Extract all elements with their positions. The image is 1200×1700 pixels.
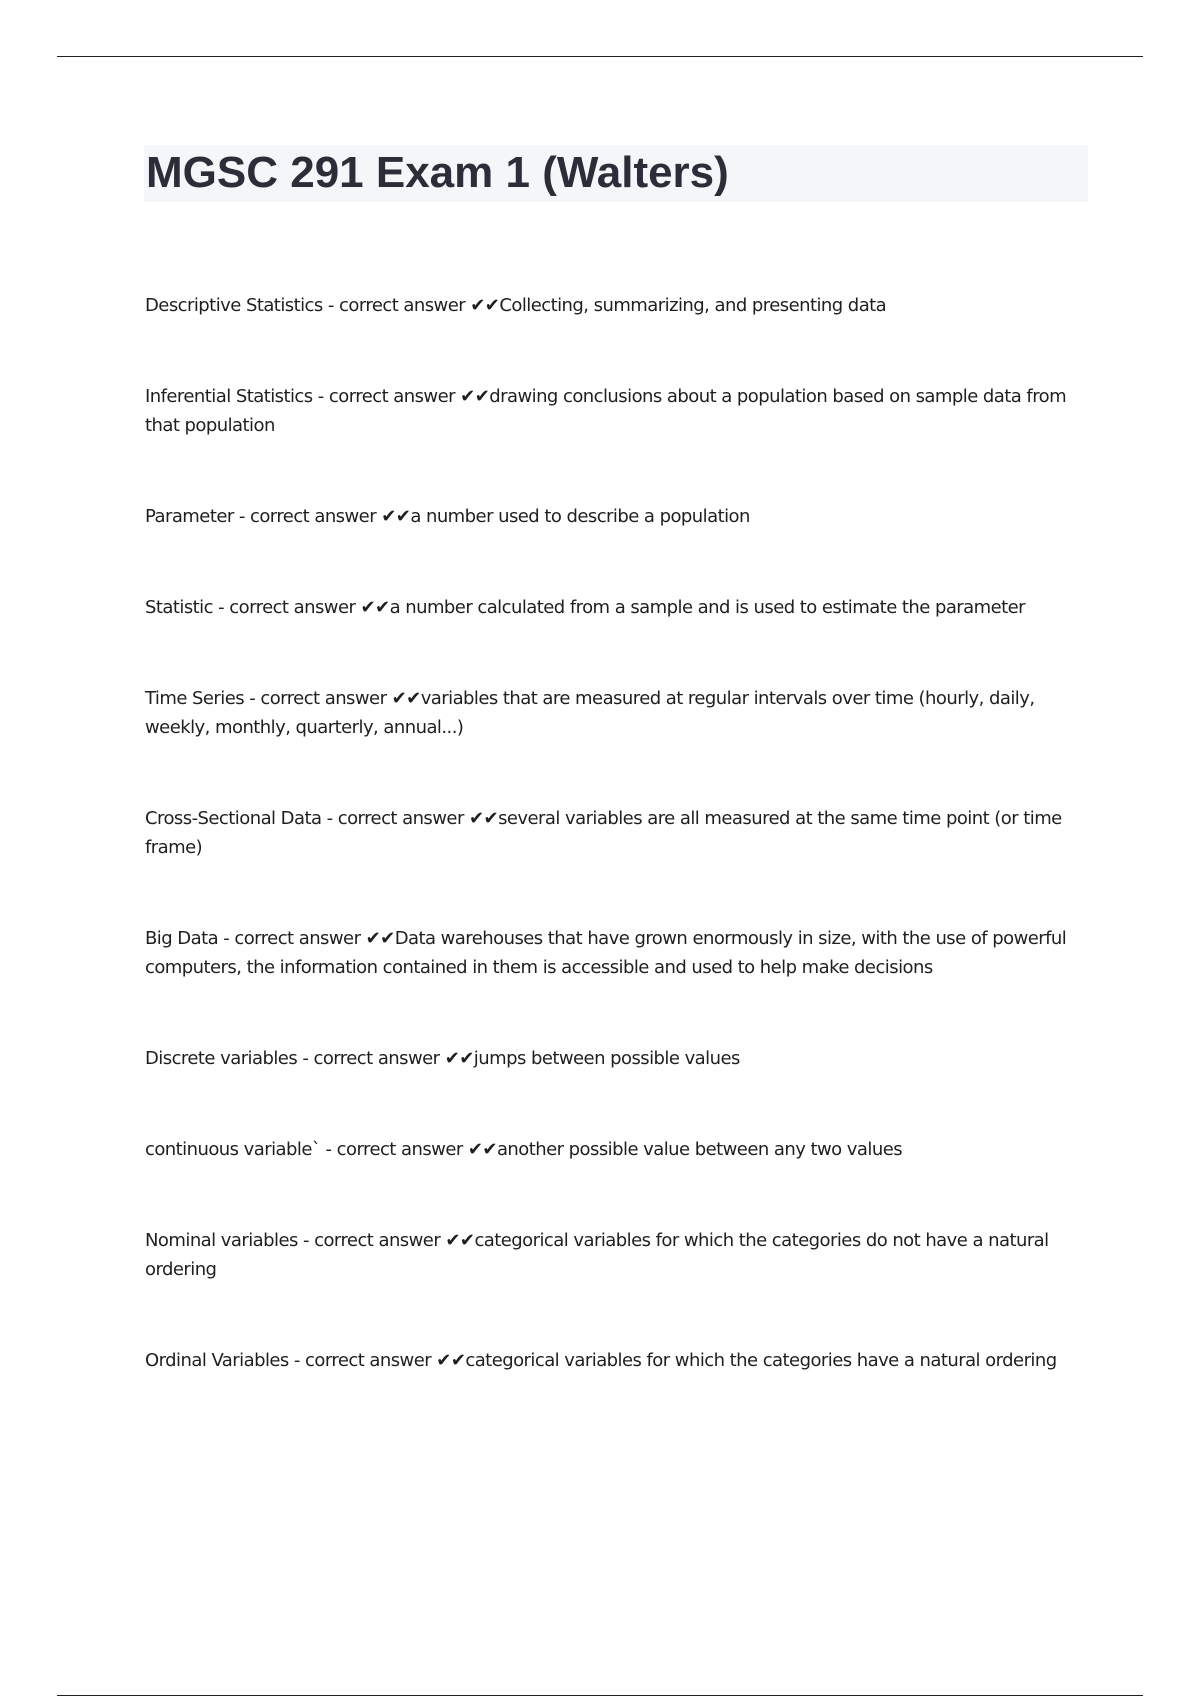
list-item bbox=[145, 1044, 1089, 1073]
list-item bbox=[145, 291, 1089, 320]
entry-answer-label: correct answer bbox=[234, 928, 361, 949]
double-check-icon: ✔✔ bbox=[386, 688, 421, 709]
bottom-rule bbox=[57, 1695, 1143, 1696]
entry-answer-label: correct answer bbox=[339, 295, 466, 316]
entry-answer-label: correct answer bbox=[328, 386, 455, 407]
list-item bbox=[145, 684, 1089, 742]
double-check-icon: ✔✔ bbox=[439, 1048, 474, 1069]
double-check-icon: ✔✔ bbox=[440, 1230, 475, 1251]
entry-definition: Collecting, summarizing, and presenting data bbox=[499, 295, 887, 316]
entry-term: Descriptive Statistics bbox=[145, 295, 323, 316]
top-rule bbox=[57, 56, 1143, 57]
entry-term: Inferential Statistics bbox=[145, 386, 313, 407]
double-check-icon: ✔✔ bbox=[465, 295, 500, 316]
list-item bbox=[145, 1226, 1089, 1284]
list-item bbox=[145, 1135, 1089, 1164]
entry-definition: a number calculated from a sample and is used to estimate the parameter bbox=[389, 597, 1026, 618]
entry-separator: - bbox=[297, 1048, 314, 1069]
entry-term: continuous variable` bbox=[145, 1139, 321, 1160]
entry-term: Cross-Sectional Data bbox=[145, 808, 322, 829]
entry-definition: a number used to describe a population bbox=[410, 506, 750, 527]
entry-separator: - bbox=[244, 688, 261, 709]
double-check-icon: ✔✔ bbox=[431, 1350, 466, 1371]
list-item bbox=[145, 593, 1089, 622]
entry-separator: - bbox=[297, 1230, 315, 1251]
entry-answer-label: correct answer bbox=[314, 1230, 441, 1251]
entry-separator: - bbox=[233, 506, 250, 527]
entry-definition: another possible value between any two values bbox=[496, 1139, 903, 1160]
list-item bbox=[145, 502, 1089, 531]
entry-definition: several variables are all measured at the same time point (or time frame) bbox=[145, 808, 1062, 858]
entry-separator: - bbox=[321, 808, 338, 829]
entry-answer-label: correct answer bbox=[260, 688, 387, 709]
entry-term: Discrete variables bbox=[145, 1048, 298, 1069]
entry-separator: - bbox=[218, 928, 235, 949]
entry-answer-label: correct answer bbox=[337, 808, 464, 829]
list-item bbox=[145, 382, 1089, 440]
double-check-icon: ✔✔ bbox=[463, 808, 499, 829]
entry-answer-label: correct answer bbox=[313, 1048, 440, 1069]
double-check-icon: ✔✔ bbox=[462, 1139, 497, 1160]
entry-answer-label: correct answer bbox=[305, 1350, 432, 1371]
double-check-icon: ✔✔ bbox=[360, 928, 395, 949]
list-item bbox=[145, 804, 1089, 862]
entry-definition: variables that are measured at regular intervals over time (hourly, daily, weekly, monthly, quarterly, annual...) bbox=[145, 688, 1035, 738]
entry-separator: - bbox=[288, 1350, 306, 1371]
entry-answer-label: correct answer bbox=[250, 506, 377, 527]
entry-term: Time Series bbox=[145, 688, 245, 709]
entry-definition: Data warehouses that have grown enormously in size, with the use of powerful computers, the information contained in them is accessible and used to help make decisions bbox=[145, 928, 1067, 978]
entry-term: Ordinal Variables bbox=[145, 1350, 289, 1371]
double-check-icon: ✔✔ bbox=[355, 597, 390, 618]
double-check-icon: ✔✔ bbox=[376, 506, 411, 527]
entry-term: Big Data bbox=[145, 928, 219, 949]
entry-definition: drawing conclusions about a population based on sample data from that population bbox=[145, 386, 1067, 436]
entry-definition: categorical variables for which the categories do not have a natural ordering bbox=[145, 1230, 1049, 1280]
double-check-icon: ✔✔ bbox=[454, 386, 490, 407]
list-item bbox=[145, 1346, 1089, 1375]
entry-separator: - bbox=[312, 386, 329, 407]
entry-term: Nominal variables bbox=[145, 1230, 298, 1251]
entry-definition: jumps between possible values bbox=[473, 1048, 740, 1069]
list-item bbox=[145, 924, 1089, 982]
entry-definition: categorical variables for which the categories have a natural ordering bbox=[465, 1350, 1057, 1371]
entry-term: Parameter bbox=[145, 506, 234, 527]
page-title: MGSC 291 Exam 1 (Walters) bbox=[146, 148, 729, 197]
entry-answer-label: correct answer bbox=[229, 597, 356, 618]
entry-separator: - bbox=[212, 597, 230, 618]
entry-answer-label: correct answer bbox=[336, 1139, 463, 1160]
entry-separator: - bbox=[322, 295, 340, 316]
entry-separator: - bbox=[320, 1139, 337, 1160]
entry-term: Statistic bbox=[145, 597, 213, 618]
